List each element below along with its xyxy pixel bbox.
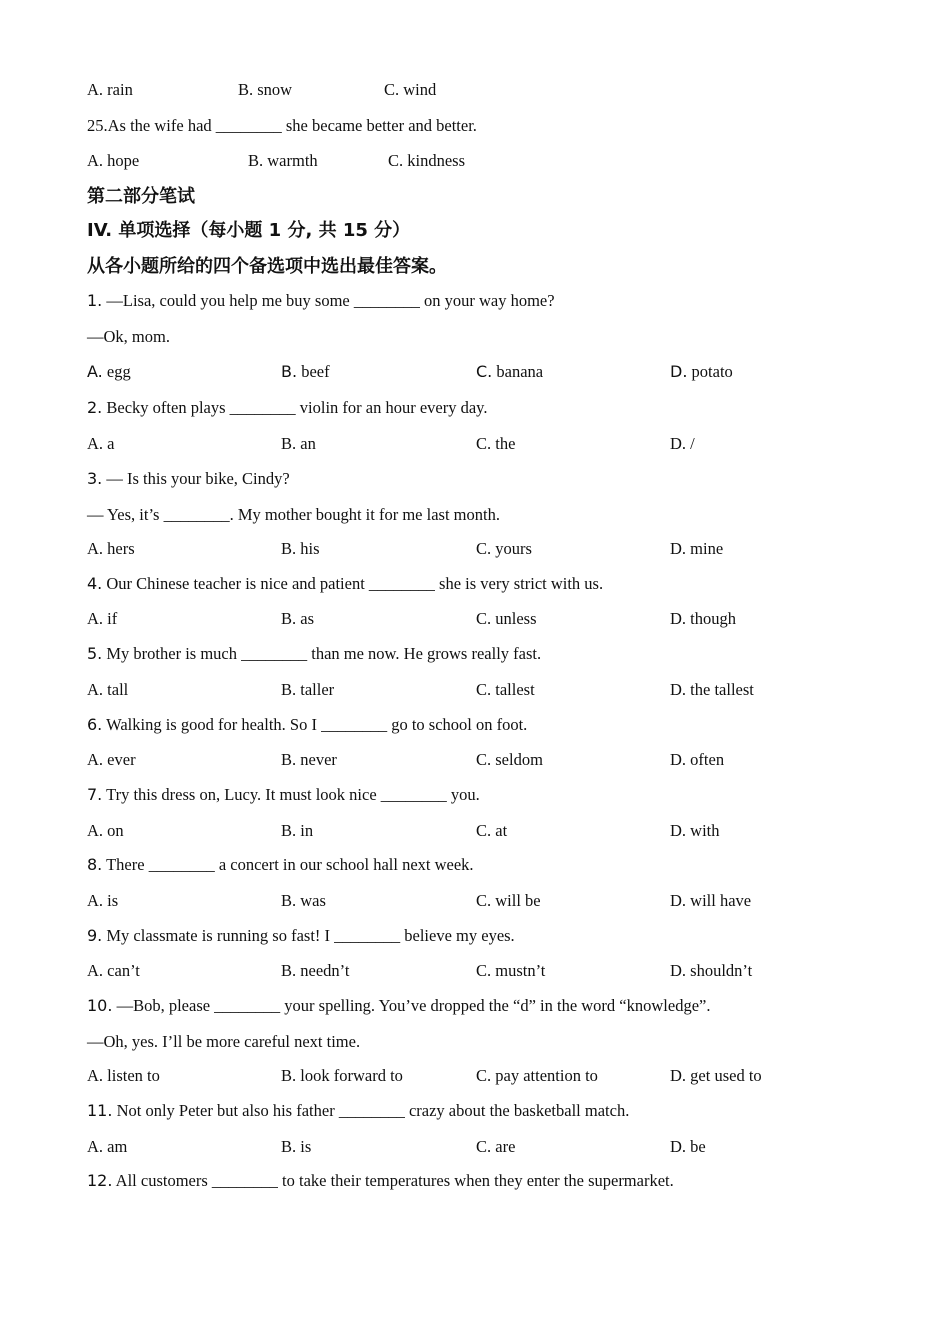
option-c: C. unless (476, 609, 537, 628)
option-d: D. often (670, 750, 725, 769)
question-2-options (87, 434, 887, 454)
option-b: B. taller (281, 680, 335, 699)
option-c: C. at (476, 821, 508, 840)
question-number: 12. (87, 1171, 113, 1190)
question-number: 3. (87, 469, 103, 488)
option-a: A. listen to (87, 1066, 160, 1085)
option-b: B. look forward to (281, 1066, 403, 1085)
question-number: 11. (87, 1101, 113, 1120)
question-number: 5. (87, 644, 103, 663)
option-c (476, 362, 543, 382)
option-c: C. are (476, 1137, 516, 1156)
option-a: A. hers (87, 539, 135, 558)
question-8-options (87, 891, 887, 911)
option-text: potato (691, 362, 733, 381)
question-7 (87, 785, 480, 805)
question-1-options (87, 362, 887, 382)
question-1-reply: —Ok, mom. (87, 327, 170, 346)
question-text: My brother is much ________ than me now. He grows really fast. (106, 644, 542, 663)
option-d (670, 362, 733, 382)
question-10-reply: —Oh, yes. I’ll be more careful next time. (87, 1032, 361, 1051)
option-c: C. tallest (476, 680, 535, 699)
question-8 (87, 855, 474, 875)
question-1 (87, 291, 555, 311)
option-a: A. ever (87, 750, 136, 769)
option-letter: A. (87, 362, 103, 381)
question-text: Not only Peter but also his father ________ crazy about the basketball match. (116, 1101, 630, 1120)
question-2 (87, 398, 487, 418)
question-number: 8. (87, 855, 103, 874)
question-text: All customers ________ to take their temperatures when they enter the supermarket. (115, 1171, 674, 1190)
option-c: C. seldom (476, 750, 543, 769)
section-title: IV. 单项选择（每小题 1 分, 共 15 分） (87, 220, 411, 241)
part-two-title: 第二部分笔试 (87, 186, 195, 207)
question-6 (87, 715, 527, 735)
question-text: Our Chinese teacher is nice and patient ________ she is very strict with us. (106, 574, 604, 593)
q24-option-c: C. wind (384, 80, 437, 99)
option-a: A. tall (87, 680, 129, 699)
question-11 (87, 1101, 629, 1121)
option-c: C. the (476, 434, 516, 453)
question-number: 1. (87, 291, 103, 310)
question-text: —Bob, please ________ your spelling. You’ve dropped the “d” in the word “knowledge”. (116, 996, 711, 1015)
option-b: B. was (281, 891, 326, 910)
option-c: C. will be (476, 891, 541, 910)
option-a (87, 362, 131, 382)
option-a: A. a (87, 434, 115, 453)
option-b: B. needn’t (281, 961, 350, 980)
question-12 (87, 1171, 674, 1191)
question-number: 9. (87, 926, 103, 945)
option-text: egg (106, 362, 131, 381)
option-d: D. with (670, 821, 720, 840)
question-number: 6. (87, 715, 103, 734)
option-a: A. can’t (87, 961, 140, 980)
option-b: B. as (281, 609, 314, 628)
option-text: beef (301, 362, 330, 381)
q25-options (87, 151, 887, 171)
option-a: A. is (87, 891, 119, 910)
option-b: B. an (281, 434, 316, 453)
option-a: A. if (87, 609, 118, 628)
option-letter: D. (670, 362, 688, 381)
question-text: Becky often plays ________ violin for an hour every day. (106, 398, 488, 417)
option-d: D. be (670, 1137, 706, 1156)
option-a: A. am (87, 1137, 128, 1156)
question-6-options (87, 750, 887, 770)
question-text: There ________ a concert in our school hall next week. (106, 855, 474, 874)
question-3 (87, 469, 290, 489)
question-text: My classmate is running so fast! I ________ believe my eyes. (106, 926, 515, 945)
question-4 (87, 574, 603, 594)
option-c: C. mustn’t (476, 961, 546, 980)
question-7-options (87, 821, 887, 841)
option-d: D. / (670, 434, 695, 453)
option-a: A. on (87, 821, 124, 840)
question-number: 4. (87, 574, 103, 593)
q25-text: 25.As the wife had ________ she became better and better. (87, 116, 477, 135)
option-b (281, 362, 330, 382)
question-text: —Lisa, could you help me buy some ________ on your way home? (106, 291, 555, 310)
question-5-options (87, 680, 887, 700)
option-d: D. the tallest (670, 680, 754, 699)
question-4-options (87, 609, 887, 629)
option-c: C. yours (476, 539, 532, 558)
question-number: 2. (87, 398, 103, 417)
option-d: D. get used to (670, 1066, 762, 1085)
question-3-options (87, 539, 887, 559)
question-number: 7. (87, 785, 103, 804)
question-10 (87, 996, 710, 1016)
question-3-reply: — Yes, it’s ________. My mother bought it for me last month. (87, 505, 500, 524)
q25-option-a: A. hope (87, 151, 140, 170)
option-c: C. pay attention to (476, 1066, 598, 1085)
question-text: Walking is good for health. So I ________ go to school on foot. (106, 715, 528, 734)
question-11-options (87, 1137, 887, 1157)
option-b: B. is (281, 1137, 312, 1156)
q24-options (87, 80, 887, 100)
q24-option-b: B. snow (238, 80, 293, 99)
question-5 (87, 644, 541, 664)
option-b: B. his (281, 539, 320, 558)
q25-option-b: B. warmth (248, 151, 318, 170)
question-text: Try this dress on, Lucy. It must look nice ________ you. (106, 785, 480, 804)
question-9-options (87, 961, 887, 981)
option-d: D. shouldn’t (670, 961, 753, 980)
option-b: B. never (281, 750, 337, 769)
option-letter: C. (476, 362, 493, 381)
question-10-options (87, 1066, 887, 1086)
q25-option-c: C. kindness (388, 151, 466, 170)
option-d: D. will have (670, 891, 752, 910)
question-number: 10. (87, 996, 113, 1015)
option-text: banana (496, 362, 544, 381)
option-b: B. in (281, 821, 314, 840)
option-d: D. mine (670, 539, 724, 558)
option-d: D. though (670, 609, 736, 628)
question-9 (87, 926, 515, 946)
question-text: — Is this your bike, Cindy? (106, 469, 290, 488)
section-instruction: 从各小题所给的四个备选项中选出最佳答案。 (87, 256, 447, 277)
option-letter: B. (281, 362, 298, 381)
q24-option-a: A. rain (87, 80, 133, 99)
